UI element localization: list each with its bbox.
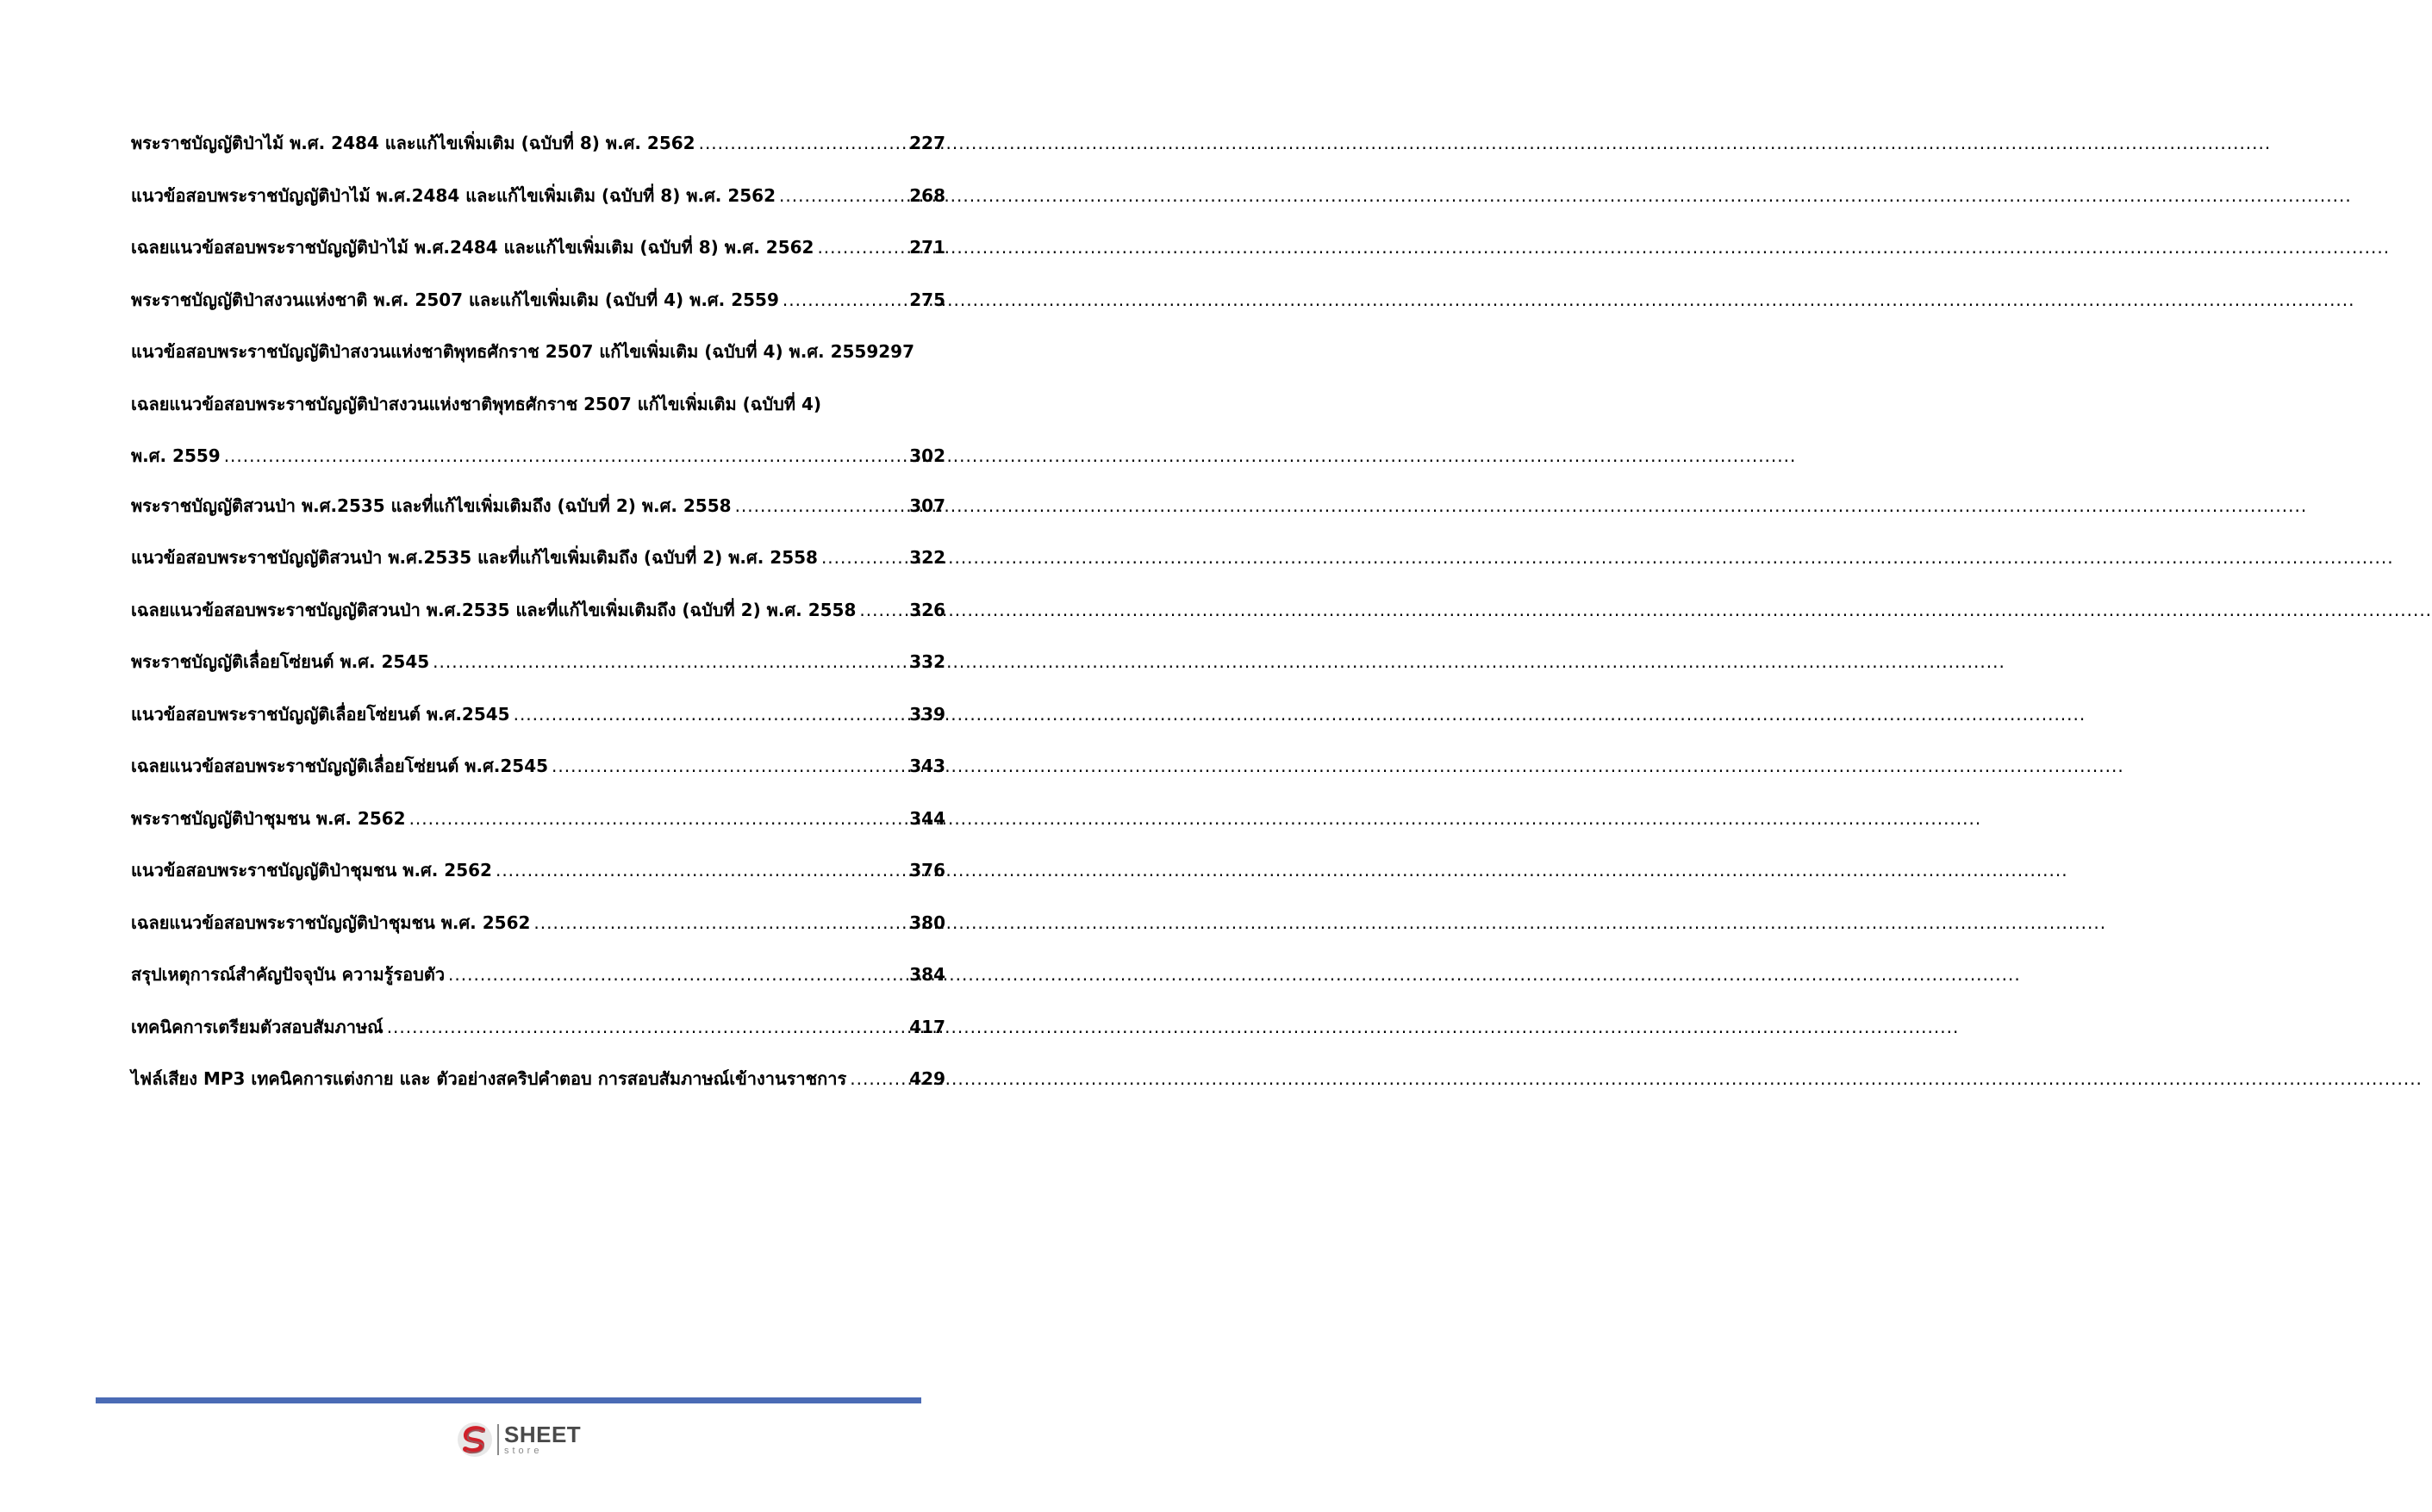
toc-entry[interactable]	[131, 182, 945, 234]
toc-entry[interactable]	[131, 544, 945, 596]
dot-leader	[533, 909, 906, 936]
toc-entry-page: 332	[909, 651, 945, 672]
toc-entry-page: 302	[909, 445, 945, 466]
toc-entry[interactable]	[131, 1013, 945, 1066]
toc-entry-title: แนวข้อสอบพระราชบัญญัติสวนป่า พ.ศ.2535 และที่แก้ไขเพิ่มเติมถึง (ฉบับที่ 2) พ.ศ. 2558	[131, 547, 818, 568]
toc-entry-page: 326	[909, 599, 945, 620]
logo-separator	[497, 1424, 499, 1455]
toc-entry-title: เฉลยแนวข้อสอบพระราชบัญญัติสวนป่า พ.ศ.2535 และที่แก้ไขเพิ่มเติมถึง (ฉบับที่ 2) พ.ศ. 2558	[131, 599, 857, 620]
toc-entry[interactable]	[131, 805, 945, 857]
dot-leader	[699, 129, 907, 157]
dot-leader	[552, 752, 906, 780]
toc-entry-title: เทคนิคการเตรียมตัวสอบสัมภาษณ์	[131, 1016, 384, 1037]
toc-entry-page: 380	[909, 912, 945, 933]
toc-entry[interactable]	[131, 909, 945, 961]
toc-entry-title: พระราชบัญญัติป่าสงวนแห่งชาติ พ.ศ. 2507 และแก้ไขเพิ่มเติม (ฉบับที่ 4) พ.ศ. 2559	[131, 289, 779, 310]
logo-subtitle: store	[504, 1446, 543, 1456]
toc-entry[interactable]	[131, 596, 945, 649]
toc-entry-title: แนวข้อสอบพระราชบัญญัติป่าชุมชน พ.ศ. 2562	[131, 860, 492, 880]
toc-entry-title: เฉลยแนวข้อสอบพระราชบัญญัติป่าไม้ พ.ศ.2484 และแก้ไขเพิ่มเติม (ฉบับที่ 8) พ.ศ. 2562	[131, 237, 814, 258]
toc-entry-page: 417	[909, 1016, 945, 1037]
toc-entry[interactable]	[131, 961, 945, 1013]
dot-leader	[817, 233, 906, 261]
toc-entry-page: 384	[909, 964, 945, 985]
dot-leader	[779, 182, 906, 209]
table-of-contents	[131, 129, 945, 1117]
toc-entry-title: พระราชบัญญัติป่าชุมชน พ.ศ. 2562	[131, 807, 406, 829]
dot-leader	[496, 856, 906, 884]
sheet-store-logo-icon	[456, 1421, 494, 1459]
toc-entry[interactable]	[131, 700, 945, 753]
toc-entry-page: 271	[909, 237, 945, 258]
toc-entry-title: เฉลยแนวข้อสอบพระราชบัญญัติป่าสงวนแห่งชาติพุทธศักราช 2507 แก้ไขเพิ่มเติม (ฉบับที่ 4)	[131, 393, 822, 414]
toc-entry[interactable]	[131, 129, 945, 182]
toc-entry-title: แนวข้อสอบพระราชบัญญัติเลื่อยโซ่ยนต์ พ.ศ.2545	[131, 703, 510, 725]
dot-leader	[783, 286, 906, 314]
toc-entry-page: 339	[909, 703, 945, 725]
toc-entry-title: พระราชบัญญัติเลื่อยโซ่ยนต์ พ.ศ. 2545	[131, 651, 430, 672]
toc-entry-page: 344	[909, 807, 945, 829]
dot-leader	[850, 1065, 906, 1092]
dot-leader	[859, 596, 906, 624]
toc-entry-page: 307	[909, 495, 945, 516]
toc-entry-title: แนวข้อสอบพระราชบัญญัติป่าสงวนแห่งชาติพุทธศักราช 2507 แก้ไขเพิ่มเติม (ฉบับที่ 4) พ.ศ. 2559297	[131, 341, 914, 362]
toc-entry-page: 275	[909, 289, 945, 310]
dot-leader	[514, 700, 907, 728]
toc-entry-title: เฉลยแนวข้อสอบพระราชบัญญัติป่าชุมชน พ.ศ. 2562	[131, 912, 531, 933]
dot-leader	[387, 1013, 907, 1041]
toc-entry-page: 343	[909, 756, 945, 776]
toc-entry[interactable]	[131, 338, 945, 390]
dot-leader	[224, 442, 907, 470]
toc-entry-page: 227	[909, 133, 945, 153]
footer-divider	[96, 1397, 921, 1403]
dot-leader	[735, 492, 907, 520]
dot-leader	[448, 961, 906, 988]
toc-entry-page: 268	[909, 184, 945, 206]
toc-entry[interactable]	[131, 233, 945, 286]
dot-leader	[821, 544, 906, 571]
toc-entry-title: เฉลยแนวข้อสอบพระราชบัญญัติเลื่อยโซ่ยนต์ พ.ศ.2545	[131, 756, 549, 776]
sheet-store-logo	[456, 1419, 602, 1460]
dot-leader	[433, 648, 906, 675]
toc-entry-page: 376	[909, 860, 945, 880]
toc-entry[interactable]	[131, 1065, 945, 1117]
toc-entry-page: 322	[909, 547, 945, 568]
toc-entry-title: แนวข้อสอบพระราชบัญญัติป่าไม้ พ.ศ.2484 และแก้ไขเพิ่มเติม (ฉบับที่ 8) พ.ศ. 2562	[131, 184, 776, 206]
dot-leader	[409, 805, 907, 832]
toc-entry[interactable]	[131, 390, 945, 492]
toc-entry-title: ไฟล์เสียง MP3 เทคนิคการแต่งกาย และ ตัวอย่างสคริปคำตอบ การสอบสัมภาษณ์เข้างานราชการ	[131, 1068, 847, 1089]
logo-wordmark: SHEET	[504, 1422, 582, 1447]
toc-entry-title-continued: พ.ศ. 2559	[131, 445, 221, 466]
toc-entry-page: 429	[909, 1068, 945, 1089]
toc-entry[interactable]	[131, 286, 945, 339]
toc-entry-title: พระราชบัญญัติป่าไม้ พ.ศ. 2484 และแก้ไขเพิ่มเติม (ฉบับที่ 8) พ.ศ. 2562	[131, 133, 695, 153]
toc-entry-title: พระราชบัญญัติสวนป่า พ.ศ.2535 และที่แก้ไขเพิ่มเติมถึง (ฉบับที่ 2) พ.ศ. 2558	[131, 495, 732, 516]
toc-entry[interactable]	[131, 856, 945, 909]
toc-entry[interactable]	[131, 492, 945, 544]
toc-entry[interactable]	[131, 648, 945, 700]
toc-entry-title: สรุปเหตุการณ์สำคัญปัจจุบัน ความรู้รอบตัว	[131, 964, 446, 985]
toc-entry[interactable]	[131, 752, 945, 805]
